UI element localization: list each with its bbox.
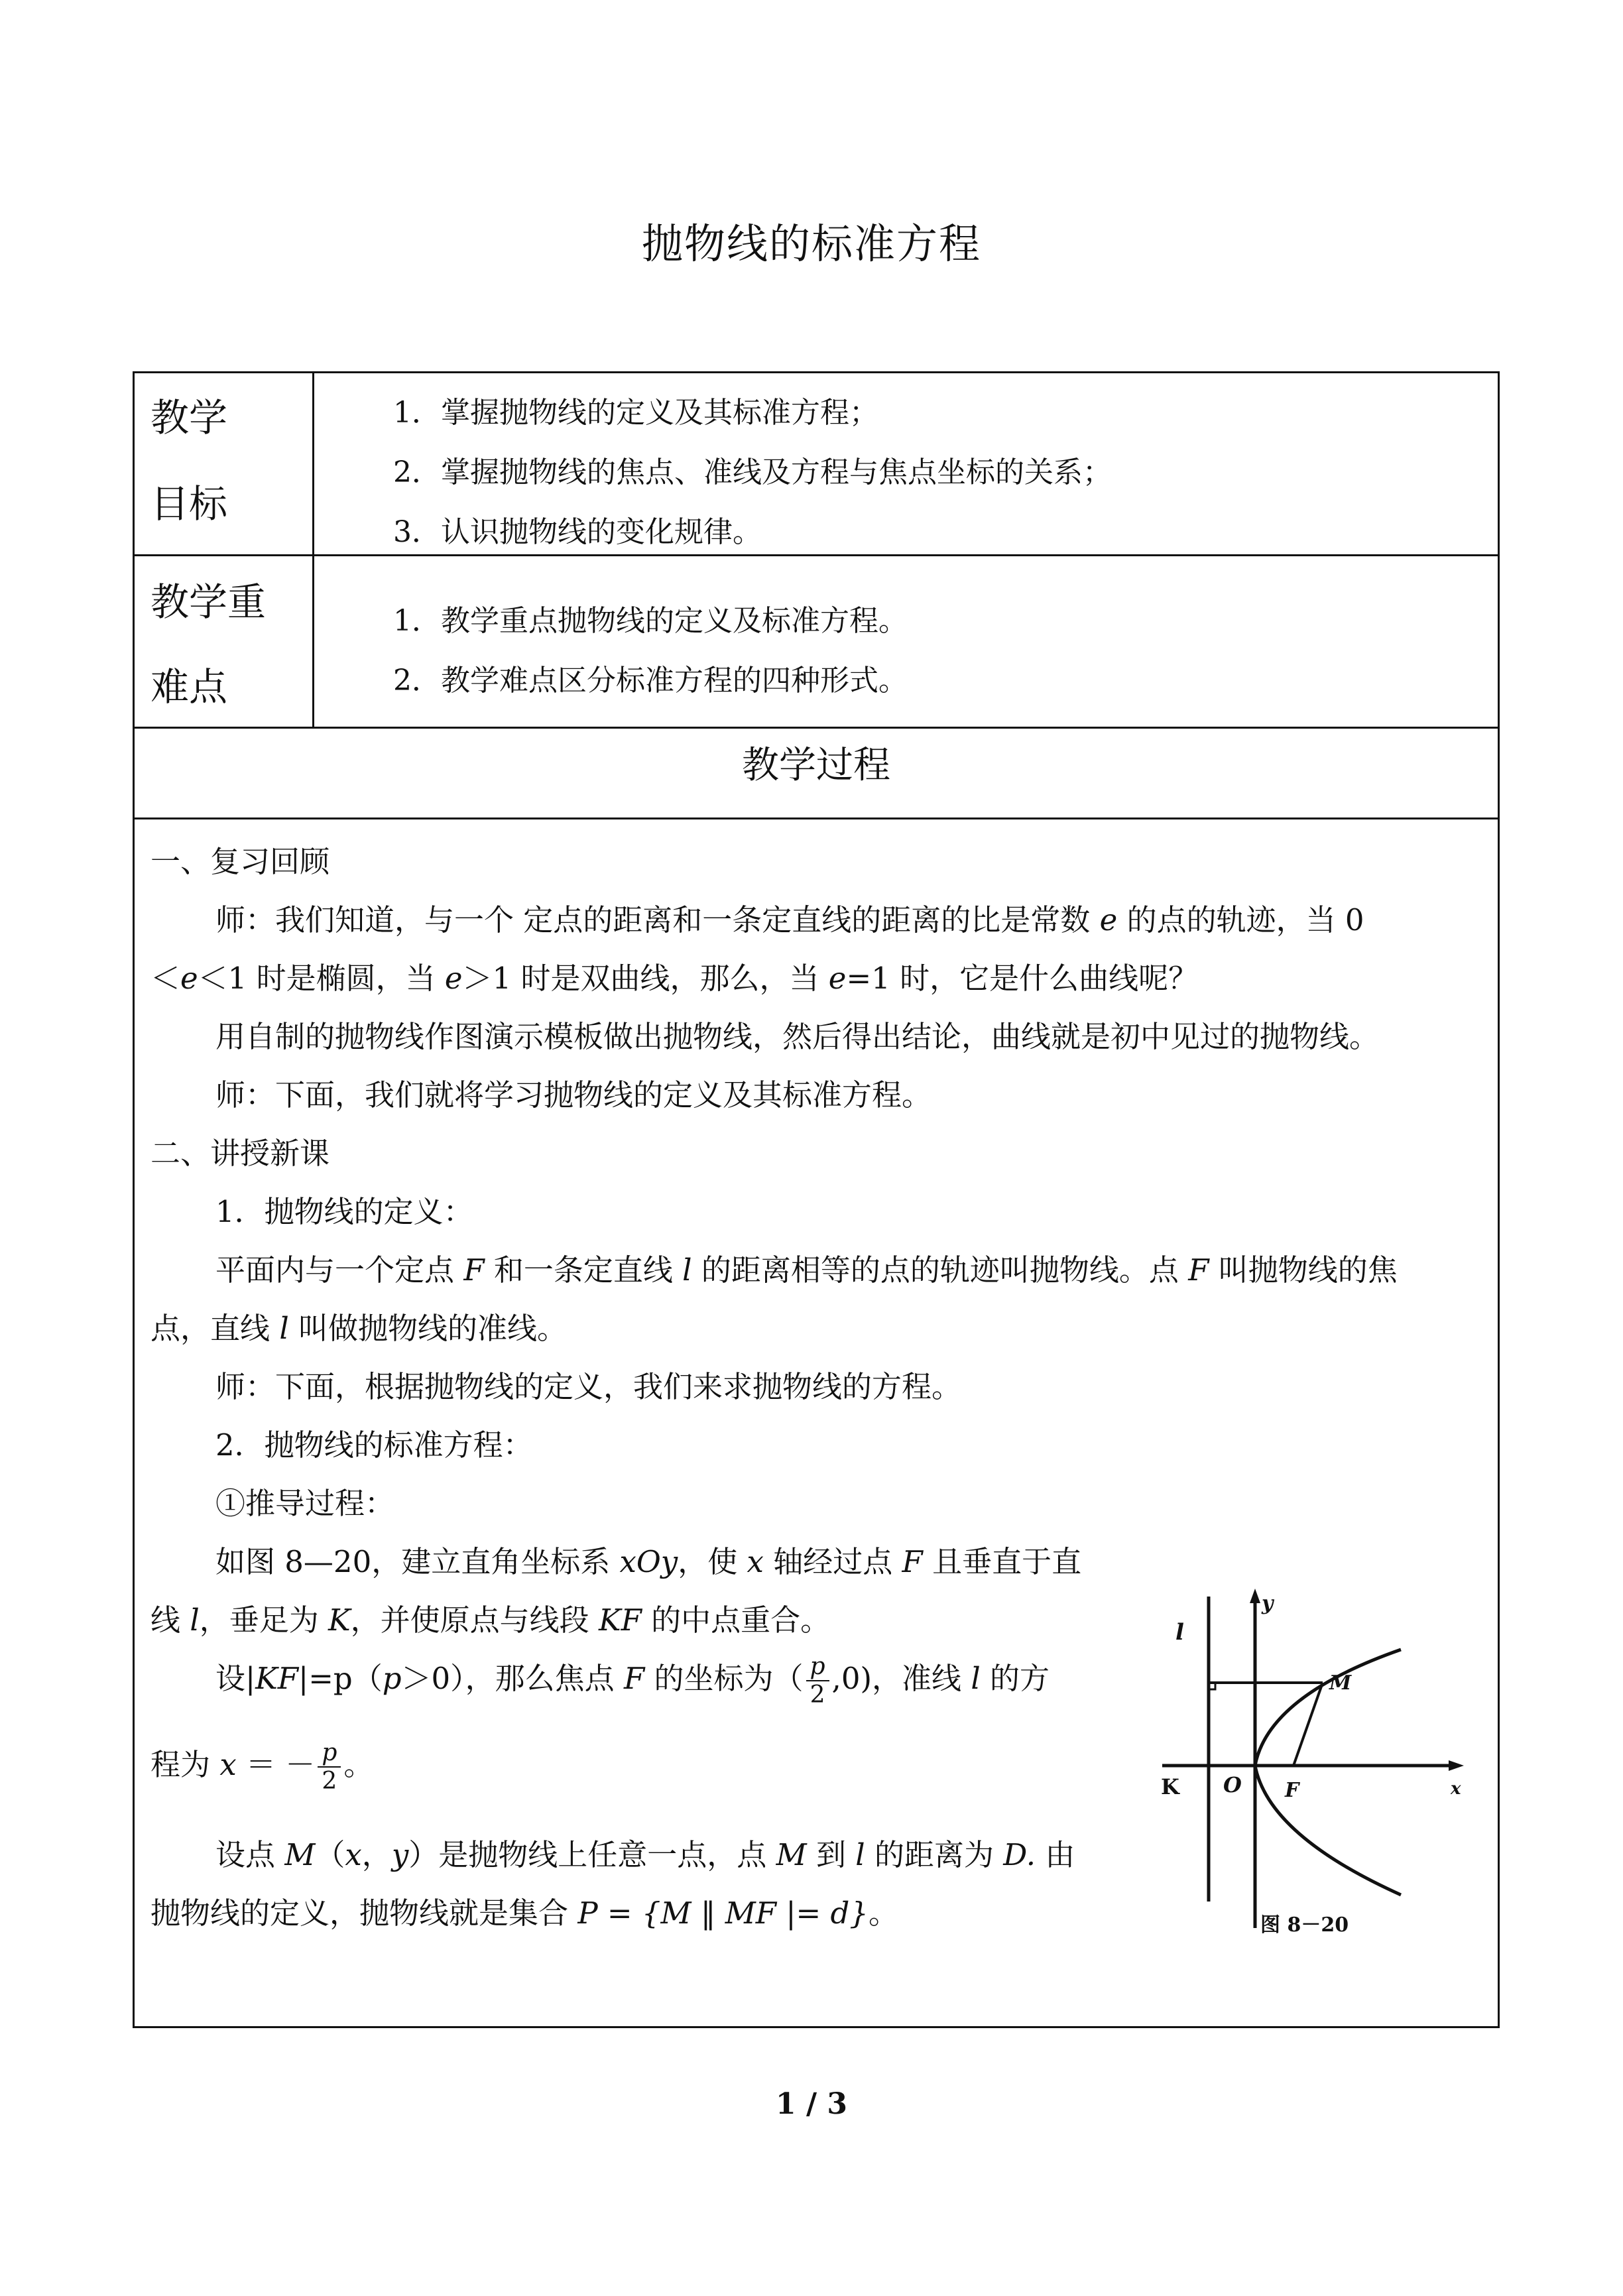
objective-item: 3．认识抛物线的变化规律。 — [393, 515, 762, 549]
column-divider — [312, 373, 314, 727]
text-span: 轴经过点 — [763, 1544, 902, 1579]
objectives-label-line1: 教学 — [150, 395, 228, 440]
keypoints-label-line1: 教学重 — [150, 579, 267, 625]
paragraph-line — [150, 1311, 568, 1346]
text-span: 线 — [150, 1602, 190, 1638]
text-span: 师：我们知道，与一个 定点的距离和一条定直线的距离的比是常数 — [215, 902, 1100, 937]
math-var: x — [747, 1544, 764, 1579]
objective-item: 2．掌握抛物线的焦点、准线及方程与焦点坐标的关系； — [393, 455, 1112, 489]
text-span: 的距离为 — [865, 1837, 1004, 1872]
subsection-heading: 2．抛物线的标准方程： — [215, 1427, 533, 1463]
text-span: 和一条定直线 — [484, 1252, 683, 1288]
objectives-label-line2: 目标 — [150, 481, 228, 526]
process-title: 教学过程 — [742, 744, 890, 787]
keypoint-item: 1．教学重点抛物线的定义及标准方程。 — [393, 604, 908, 638]
paragraph-line — [150, 961, 1199, 996]
keypoints-label-line2: 难点 — [150, 664, 228, 709]
math-expression: P = {M ‖ MF |= d} — [577, 1896, 869, 1931]
label-y: y — [1262, 1592, 1274, 1615]
paragraph-line — [150, 1896, 898, 1931]
math-var: KF — [598, 1602, 642, 1638]
math-var: D. — [1003, 1837, 1036, 1872]
paragraph-line — [215, 1653, 1050, 1709]
text-span: ＜ — [150, 961, 181, 996]
text-span: 设 — [215, 1660, 246, 1696]
y-axis-arrow — [1250, 1589, 1260, 1603]
row-divider — [135, 817, 1498, 819]
label-x: x — [1451, 1779, 1461, 1799]
text-span: 如图 8—20，建立直角坐标系 — [215, 1544, 620, 1579]
text-span: 且垂直于直 — [922, 1544, 1082, 1579]
text-span: 程为 — [150, 1746, 220, 1782]
text-span: 的点的轨迹，当 0 — [1117, 902, 1364, 937]
fraction-denominator: 2 — [810, 1681, 825, 1709]
paragraph-line: 师：下面，我们就将学习抛物线的定义及其标准方程。 — [215, 1077, 932, 1113]
document-title: 抛物线的标准方程 — [641, 219, 981, 268]
right-angle-mark — [1209, 1683, 1215, 1689]
parabola-curve — [1255, 1650, 1401, 1895]
text-span: 的中点重合。 — [641, 1602, 831, 1638]
label-m: M — [1329, 1671, 1352, 1695]
math-var: e — [180, 961, 198, 996]
text-span: ，垂足为 — [199, 1602, 329, 1638]
section-heading: 二、讲授新课 — [150, 1136, 330, 1171]
math-var: p — [382, 1660, 402, 1696]
parabola-figure — [1149, 1583, 1490, 1955]
fraction-numerator: p — [318, 1739, 341, 1768]
label-l: l — [1175, 1619, 1184, 1646]
text-span: 到 — [806, 1837, 856, 1872]
math-var: e — [1099, 902, 1118, 937]
text-span: ，使 — [678, 1544, 747, 1579]
text-span: 设点 — [215, 1837, 285, 1872]
text-span: ）是抛物线上任意一点，点 — [408, 1837, 776, 1872]
math-var: |KF| — [245, 1660, 309, 1696]
derivation-heading: ①推导过程： — [215, 1486, 395, 1521]
fraction-p-over-2 — [318, 1739, 341, 1795]
text-span: ，并使原点与线段 — [350, 1602, 599, 1638]
text-span: 。 — [343, 1746, 374, 1782]
text-span: ， — [361, 1837, 392, 1872]
math-var: e — [444, 961, 463, 996]
math-var: K — [328, 1602, 351, 1638]
math-var: e — [828, 961, 847, 996]
paragraph-line — [215, 1252, 1398, 1288]
text-span: 叫做抛物线的准线。 — [288, 1311, 568, 1346]
text-span: ＜1 时是椭圆，当 — [198, 961, 445, 996]
text-span: 的距离相等的点的轨迹叫抛物线。点 — [691, 1252, 1189, 1288]
text-span: =1 时，它是什么曲线呢？ — [846, 961, 1199, 996]
math-var: x — [219, 1746, 237, 1782]
text-span: 叫抛物线的焦 — [1209, 1252, 1398, 1288]
paragraph-line — [150, 1602, 831, 1638]
label-o: O — [1223, 1772, 1242, 1797]
row-divider — [135, 554, 1498, 556]
text-span: 。 — [868, 1896, 898, 1931]
paragraph-line: 师：下面，根据抛物线的定义，我们来求抛物线的方程。 — [215, 1369, 962, 1404]
text-span: 抛物线的定义，抛物线就是集合 — [150, 1896, 578, 1931]
math-var: F — [623, 1660, 645, 1696]
math-var: l — [971, 1660, 981, 1696]
figure-lines — [1162, 1589, 1464, 1928]
math-var: l — [279, 1311, 289, 1346]
x-axis-arrow — [1449, 1760, 1464, 1771]
text-span: =p（ — [308, 1660, 383, 1696]
keypoint-item: 2．教学难点区分标准方程的四种形式。 — [393, 664, 908, 697]
math-var: M — [284, 1837, 316, 1872]
label-f: F — [1285, 1779, 1299, 1802]
text-span: ＞0），那么焦点 — [401, 1660, 624, 1696]
text-span: 平面内与一个定点 — [215, 1252, 464, 1288]
fraction-p-over-2 — [806, 1653, 829, 1709]
lesson-table — [133, 371, 1500, 2028]
text-span: 的坐标为（ — [644, 1660, 804, 1696]
row-divider — [135, 727, 1498, 729]
text-span: ＞1 时是双曲线，那么，当 — [462, 961, 829, 996]
paragraph-line — [215, 1837, 1075, 1872]
subsection-heading: 1．抛物线的定义： — [215, 1194, 473, 1229]
label-k: K — [1161, 1774, 1179, 1799]
math-var: F — [902, 1544, 923, 1579]
math-var: F — [463, 1252, 485, 1288]
objective-item: 1．掌握抛物线的定义及其标准方程； — [393, 396, 878, 430]
figure-caption: 图 8－20 — [1260, 1913, 1349, 1937]
math-var: y — [391, 1837, 409, 1872]
text-span: （ — [315, 1837, 345, 1872]
math-var: M — [776, 1837, 807, 1872]
paragraph-line: 用自制的抛物线作图演示模板做出抛物线，然后得出结论，曲线就是初中见过的抛物线。 — [215, 1019, 1380, 1054]
text-span: 点，直线 — [150, 1311, 280, 1346]
math-var: x — [345, 1837, 362, 1872]
math-var: F — [1188, 1252, 1209, 1288]
fraction-numerator: p — [806, 1653, 829, 1681]
paragraph-line — [150, 1739, 373, 1795]
page-indicator: 1 / 3 — [776, 2087, 847, 2121]
text-span: ,0)，准线 — [831, 1660, 971, 1696]
paragraph-line — [215, 902, 1364, 937]
text-span: ＝ － — [236, 1746, 316, 1782]
math-var: l — [190, 1602, 200, 1638]
paragraph-line — [215, 1544, 1082, 1579]
text-span: 由 — [1036, 1837, 1075, 1872]
section-heading: 一、复习回顾 — [150, 844, 330, 879]
text-span: 的方 — [980, 1660, 1050, 1696]
math-var: l — [682, 1252, 692, 1288]
math-var: xOy — [619, 1544, 678, 1579]
math-var: l — [855, 1837, 865, 1872]
fraction-denominator: 2 — [322, 1768, 337, 1795]
